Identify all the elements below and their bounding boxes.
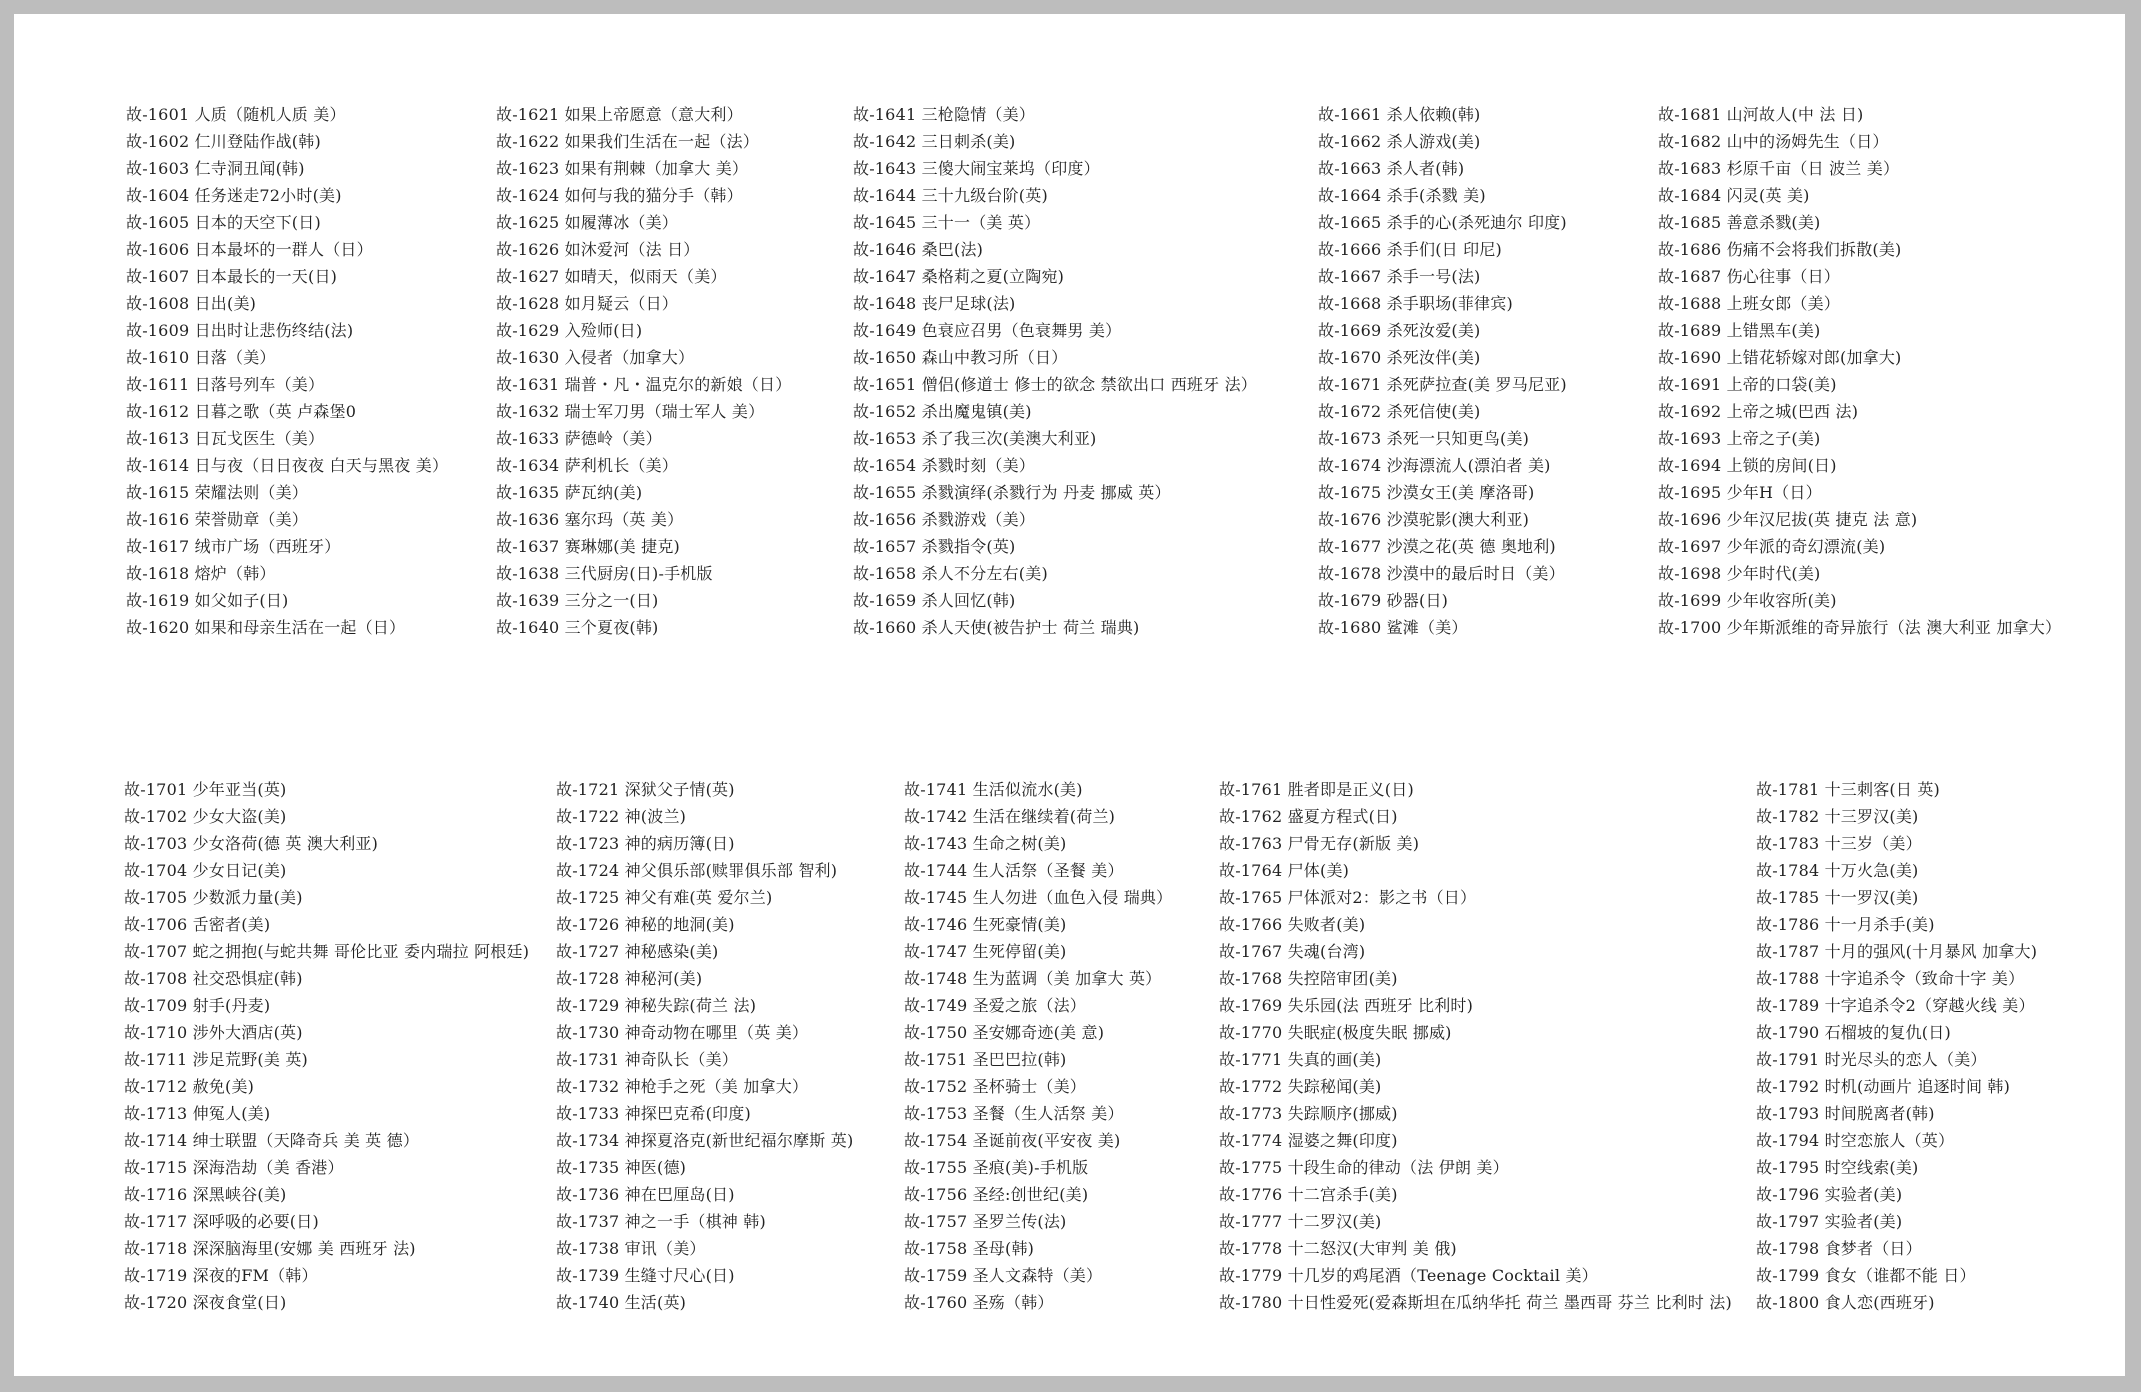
list-item: 故-1735 神医(德) [556, 1158, 687, 1177]
list-item: 故-1708 社交恐惧症(韩) [124, 969, 303, 988]
list-item: 故-1719 深夜的FM（韩） [124, 1266, 318, 1285]
list-column [1318, 101, 1567, 641]
list-item: 故-1706 舌密者(美) [124, 915, 271, 934]
list-item: 故-1724 神父俱乐部(赎罪俱乐部 智利) [556, 861, 838, 880]
list-item: 故-1618 熔炉（韩） [126, 564, 276, 583]
list-item: 故-1652 杀出魔鬼镇(美) [853, 402, 1032, 421]
list-column [1658, 101, 2061, 641]
list-item: 故-1768 失控陪审团(美) [1219, 969, 1398, 988]
list-item: 故-1713 伸冤人(美) [124, 1104, 271, 1123]
list-item: 故-1779 十几岁的鸡尾酒（Teenage Cocktail 美） [1219, 1266, 1598, 1285]
list-item: 故-1692 上帝之城(巴西 法) [1658, 402, 1859, 421]
list-item: 故-1636 塞尔玛（英 美） [496, 510, 684, 529]
list-item: 故-1641 三枪隐情（美） [853, 105, 1036, 124]
list-item: 故-1625 如履薄冰（美） [496, 213, 679, 232]
list-item: 故-1698 少年时代(美) [1658, 564, 1821, 583]
list-item: 故-1721 深狱父子情(英) [556, 780, 735, 799]
list-item: 故-1705 少数派力量(美) [124, 888, 303, 907]
list-item: 故-1677 沙漠之花(英 德 奥地利) [1318, 537, 1556, 556]
list-item: 故-1745 生人勿进（血色入侵 瑞典） [904, 888, 1173, 907]
list-item: 故-1653 杀了我三次(美澳大利亚) [853, 429, 1097, 448]
list-item: 故-1602 仁川登陆作战(韩) [126, 132, 321, 151]
list-item: 故-1606 日本最坏的一群人（日） [126, 240, 373, 259]
list-item: 故-1727 神秘感染(美) [556, 942, 719, 961]
list-item: 故-1797 实验者(美) [1756, 1212, 1903, 1231]
list-item: 故-1667 杀手一号(法) [1318, 267, 1481, 286]
list-item: 故-1770 失眠症(极度失眠 挪威) [1219, 1023, 1452, 1042]
list-item: 故-1672 杀死信使(美) [1318, 402, 1481, 421]
list-item: 故-1712 赦免(美) [124, 1077, 255, 1096]
list-item: 故-1772 失踪秘闻(美) [1219, 1077, 1382, 1096]
list-item: 故-1720 深夜食堂(日) [124, 1293, 287, 1312]
list-item: 故-1661 杀人依赖(韩) [1318, 105, 1481, 124]
list-item: 故-1689 上错黑车(美) [1658, 321, 1821, 340]
list-item: 故-1638 三代厨房(日)-手机版 [496, 564, 713, 583]
list-column [1219, 776, 1732, 1316]
list-item: 故-1714 绅士联盟（天降奇兵 美 英 德） [124, 1131, 420, 1150]
list-item: 故-1701 少年亚当(英) [124, 780, 287, 799]
list-item: 故-1700 少年斯派维的奇异旅行（法 澳大利亚 加拿大） [1658, 618, 2062, 637]
list-item: 故-1744 生人活祭（圣餐 美） [904, 861, 1124, 880]
list-item: 故-1704 少女日记(美) [124, 861, 287, 880]
list-item: 故-1764 尸体(美) [1219, 861, 1350, 880]
list-item: 故-1621 如果上帝愿意（意大利） [496, 105, 743, 124]
list-item: 故-1648 丧尸足球(法) [853, 294, 1016, 313]
list-item: 故-1793 时间脱离者(韩) [1756, 1104, 1935, 1123]
list-item: 故-1732 神枪手之死（美 加拿大） [556, 1077, 809, 1096]
list-item: 故-1773 失踪顺序(挪威) [1219, 1104, 1398, 1123]
list-item: 故-1760 圣殇（韩） [904, 1293, 1054, 1312]
list-item: 故-1671 杀死萨拉查(美 罗马尼亚) [1318, 375, 1567, 394]
list-column [126, 101, 448, 641]
list-item: 故-1763 尸骨无存(新版 美) [1219, 834, 1420, 853]
list-item: 故-1755 圣痕(美)-手机版 [904, 1158, 1089, 1177]
list-item: 故-1741 生活似流水(美) [904, 780, 1083, 799]
list-item: 故-1739 生缝寸尺心(日) [556, 1266, 735, 1285]
list-item: 故-1617 绒市广场（西班牙） [126, 537, 341, 556]
list-item: 故-1746 生死豪情(美) [904, 915, 1067, 934]
list-item: 故-1605 日本的天空下(日) [126, 213, 321, 232]
list-item: 故-1640 三个夏夜(韩) [496, 618, 659, 637]
list-item: 故-1740 生活(英) [556, 1293, 687, 1312]
list-item: 故-1737 神之一手（棋神 韩) [556, 1212, 766, 1231]
list-item: 故-1674 沙海漂流人(漂泊者 美) [1318, 456, 1551, 475]
list-column [904, 776, 1172, 1316]
list-item: 故-1753 圣餐（生人活祭 美） [904, 1104, 1124, 1123]
list-item: 故-1637 赛琳娜(美 捷克) [496, 537, 680, 556]
list-item: 故-1781 十三刺客(日 英) [1756, 780, 1940, 799]
list-item: 故-1742 生活在继续着(荷兰) [904, 807, 1116, 826]
list-item: 故-1778 十二怒汉(大审判 美 俄) [1219, 1239, 1457, 1258]
list-item: 故-1789 十字追杀令2（穿越火线 美） [1756, 996, 2035, 1015]
list-item: 故-1761 胜者即是正义(日) [1219, 780, 1414, 799]
list-item: 故-1646 桑巴(法) [853, 240, 984, 259]
list-item: 故-1759 圣人文森特（美） [904, 1266, 1103, 1285]
list-item: 故-1626 如沐爱河（法 日） [496, 240, 700, 259]
list-item: 故-1610 日落（美） [126, 348, 276, 367]
list-item: 故-1686 伤痛不会将我们拆散(美) [1658, 240, 1902, 259]
list-item: 故-1687 伤心往事（日） [1658, 267, 1841, 286]
list-item: 故-1615 荣耀法则（美） [126, 483, 309, 502]
list-item: 故-1776 十二宫杀手(美) [1219, 1185, 1398, 1204]
list-item: 故-1611 日落号列车（美） [126, 375, 325, 394]
list-item: 故-1639 三分之一(日) [496, 591, 659, 610]
list-item: 故-1669 杀死汝爱(美) [1318, 321, 1481, 340]
list-item: 故-1664 杀手(杀戮 美) [1318, 186, 1486, 205]
list-item: 故-1659 杀人回忆(韩) [853, 591, 1016, 610]
list-item: 故-1765 尸体派对2：影之书（日） [1219, 888, 1477, 907]
list-item: 故-1670 杀死汝伴(美) [1318, 348, 1481, 367]
list-item: 故-1649 色衰应召男（色衰舞男 美） [853, 321, 1122, 340]
list-item: 故-1767 失魂(台湾) [1219, 942, 1366, 961]
list-item: 故-1682 山中的汤姆先生（日） [1658, 132, 1889, 151]
list-item: 故-1786 十一月杀手(美) [1756, 915, 1935, 934]
list-item: 故-1749 圣爱之旅（法） [904, 996, 1087, 1015]
list-item: 故-1632 瑞士军刀男（瑞士军人 美） [496, 402, 765, 421]
list-item: 故-1751 圣巴巴拉(韩) [904, 1050, 1067, 1069]
list-item: 故-1715 深海浩劫（美 香港） [124, 1158, 344, 1177]
list-item: 故-1785 十一罗汉(美) [1756, 888, 1919, 907]
list-item: 故-1620 如果和母亲生活在一起（日） [126, 618, 406, 637]
list-item: 故-1642 三日刺杀(美) [853, 132, 1016, 151]
list-item: 故-1780 十日性爱死(爱森斯坦在瓜纳华托 荷兰 墨西哥 芬兰 比利时 法) [1219, 1293, 1732, 1312]
list-item: 故-1787 十月的强风(十月暴风 加拿大) [1756, 942, 2038, 961]
list-item: 故-1711 涉足荒野(美 英) [124, 1050, 308, 1069]
list-item: 故-1644 三十九级台阶(英) [853, 186, 1048, 205]
list-item: 故-1627 如晴天，似雨天（美） [496, 267, 727, 286]
list-item: 故-1654 杀戮时刻（美） [853, 456, 1036, 475]
list-item: 故-1631 瑞普・凡・温克尔的新娘（日） [496, 375, 792, 394]
list-item: 故-1673 杀死一只知更鸟(美) [1318, 429, 1530, 448]
list-item: 故-1663 杀人者(韩) [1318, 159, 1465, 178]
document-page [14, 14, 2125, 1376]
list-item: 故-1662 杀人游戏(美) [1318, 132, 1481, 151]
list-item: 故-1694 上锁的房间(日) [1658, 456, 1837, 475]
list-column [853, 101, 1257, 641]
list-item: 故-1790 石榴坡的复仇(日) [1756, 1023, 1951, 1042]
list-item: 故-1634 萨利机长（美） [496, 456, 679, 475]
list-item: 故-1733 神探巴克希(印度) [556, 1104, 751, 1123]
list-item: 故-1752 圣杯骑士（美） [904, 1077, 1087, 1096]
list-item: 故-1762 盛夏方程式(日) [1219, 807, 1398, 826]
list-item: 故-1651 僧侣(修道士 修士的欲念 禁欲出口 西班牙 法） [853, 375, 1257, 394]
list-item: 故-1680 鲨滩（美） [1318, 618, 1468, 637]
list-item: 故-1775 十段生命的律动（法 伊朗 美） [1219, 1158, 1509, 1177]
list-item: 故-1769 失乐园(法 西班牙 比利时) [1219, 996, 1474, 1015]
list-item: 故-1679 砂器(日) [1318, 591, 1449, 610]
list-item: 故-1777 十二罗汉(美) [1219, 1212, 1382, 1231]
list-item: 故-1604 任务迷走72小时(美) [126, 186, 342, 205]
list-item: 故-1607 日本最长的一天(日) [126, 267, 338, 286]
list-item: 故-1643 三傻大闹宝莱坞（印度） [853, 159, 1100, 178]
list-item: 故-1792 时机(动画片 追逐时间 韩) [1756, 1077, 2011, 1096]
list-item: 故-1736 神在巴厘岛(日) [556, 1185, 735, 1204]
list-item: 故-1623 如果有荆棘（加拿大 美） [496, 159, 749, 178]
list-item: 故-1681 山河故人(中 法 日) [1658, 105, 1864, 124]
list-item: 故-1728 神秘河(美) [556, 969, 703, 988]
list-column [496, 101, 791, 641]
list-item: 故-1758 圣母(韩) [904, 1239, 1035, 1258]
list-item: 故-1800 食人恋(西班牙) [1756, 1293, 1935, 1312]
list-item: 故-1783 十三岁（美） [1756, 834, 1922, 853]
list-item: 故-1657 杀戮指令(英) [853, 537, 1016, 556]
list-item: 故-1771 失真的画(美) [1219, 1050, 1382, 1069]
list-item: 故-1696 少年汉尼拔(英 捷克 法 意) [1658, 510, 1918, 529]
list-item: 故-1609 日出时让悲伤终结(法) [126, 321, 354, 340]
list-item: 故-1774 湿婆之舞(印度) [1219, 1131, 1398, 1150]
list-item: 故-1683 杉原千亩（日 波兰 美） [1658, 159, 1900, 178]
list-column [124, 776, 529, 1316]
list-item: 故-1782 十三罗汉(美) [1756, 807, 1919, 826]
list-item: 故-1794 时空恋旅人（英） [1756, 1131, 1955, 1150]
list-item: 故-1675 沙漠女王(美 摩洛哥) [1318, 483, 1535, 502]
list-item: 故-1668 杀手职场(菲律宾) [1318, 294, 1513, 313]
list-item: 故-1630 入侵者（加拿大） [496, 348, 695, 367]
list-item: 故-1730 神奇动物在哪里（英 美） [556, 1023, 809, 1042]
list-item: 故-1722 神(波兰) [556, 807, 687, 826]
list-item: 故-1693 上帝之子(美) [1658, 429, 1821, 448]
list-item: 故-1655 杀戮演绎(杀戮行为 丹麦 挪威 英） [853, 483, 1171, 502]
list-item: 故-1707 蛇之拥抱(与蛇共舞 哥伦比亚 委内瑞拉 阿根廷) [124, 942, 530, 961]
list-item: 故-1624 如何与我的猫分手（韩） [496, 186, 743, 205]
list-item: 故-1716 深黑峡谷(美) [124, 1185, 287, 1204]
list-item: 故-1660 杀人天使(被告护士 荷兰 瑞典) [853, 618, 1140, 637]
list-item: 故-1748 生为蓝调（美 加拿大 英） [904, 969, 1162, 988]
list-item: 故-1656 杀戮游戏（美） [853, 510, 1036, 529]
list-item: 故-1747 生死停留(美) [904, 942, 1067, 961]
list-item: 故-1726 神秘的地洞(美) [556, 915, 735, 934]
list-item: 故-1603 仁寺洞丑闻(韩) [126, 159, 305, 178]
list-item: 故-1622 如果我们生活在一起（法） [496, 132, 760, 151]
list-column [556, 776, 853, 1316]
list-item: 故-1743 生命之树(美) [904, 834, 1067, 853]
list-item: 故-1725 神父有难(英 爱尔兰) [556, 888, 773, 907]
list-item: 故-1619 如父如子(日) [126, 591, 289, 610]
list-item: 故-1703 少女洛荷(德 英 澳大利亚) [124, 834, 379, 853]
list-item: 故-1710 涉外大酒店(英) [124, 1023, 303, 1042]
list-item: 故-1614 日与夜（日日夜夜 白天与黑夜 美） [126, 456, 449, 475]
list-item: 故-1788 十字追杀令（致命十字 美） [1756, 969, 2025, 988]
list-item: 故-1685 善意杀戮(美) [1658, 213, 1821, 232]
list-item: 故-1608 日出(美) [126, 294, 257, 313]
list-item: 故-1650 森山中教习所（日） [853, 348, 1068, 367]
list-item: 故-1616 荣誉勋章（美） [126, 510, 309, 529]
list-item: 故-1757 圣罗兰传(法) [904, 1212, 1067, 1231]
list-item: 故-1658 杀人不分左右(美) [853, 564, 1048, 583]
list-item: 故-1695 少年H（日） [1658, 483, 1822, 502]
list-item: 故-1628 如月疑云（日） [496, 294, 679, 313]
list-item: 故-1635 萨瓦纳(美) [496, 483, 643, 502]
list-item: 故-1717 深呼吸的必要(日) [124, 1212, 319, 1231]
list-item: 故-1709 射手(丹麦) [124, 996, 271, 1015]
list-item: 故-1795 时空线索(美) [1756, 1158, 1919, 1177]
list-item: 故-1612 日暮之歌（英 卢森堡0 [126, 402, 357, 421]
list-item: 故-1633 萨德岭（美） [496, 429, 662, 448]
list-item: 故-1796 实验者(美) [1756, 1185, 1903, 1204]
list-item: 故-1688 上班女郎（美） [1658, 294, 1841, 313]
list-item: 故-1678 沙漠中的最后时日（美） [1318, 564, 1565, 583]
list-item: 故-1665 杀手的心(杀死迪尔 印度) [1318, 213, 1567, 232]
list-item: 故-1629 入殓师(日) [496, 321, 643, 340]
list-item: 故-1613 日瓦戈医生（美） [126, 429, 325, 448]
list-item: 故-1702 少女大盗(美) [124, 807, 287, 826]
list-item: 故-1750 圣安娜奇迹(美 意) [904, 1023, 1105, 1042]
list-item: 故-1666 杀手们(日 印尼) [1318, 240, 1502, 259]
list-item: 故-1684 闪灵(英 美) [1658, 186, 1810, 205]
list-column [1756, 776, 2037, 1316]
list-item: 故-1697 少年派的奇幻漂流(美) [1658, 537, 1886, 556]
list-item: 故-1784 十万火急(美) [1756, 861, 1919, 880]
list-item: 故-1647 桑格莉之夏(立陶宛) [853, 267, 1065, 286]
list-item: 故-1676 沙漠驼影(澳大利亚) [1318, 510, 1530, 529]
list-item: 故-1731 神奇队长（美） [556, 1050, 739, 1069]
list-item: 故-1691 上帝的口袋(美) [1658, 375, 1837, 394]
list-item: 故-1734 神探夏洛克(新世纪福尔摩斯 英) [556, 1131, 854, 1150]
list-item: 故-1791 时光尽头的恋人（美） [1756, 1050, 1987, 1069]
list-item: 故-1738 审讯（美） [556, 1239, 706, 1258]
list-item: 故-1645 三十一（美 英） [853, 213, 1041, 232]
list-item: 故-1754 圣诞前夜(平安夜 美) [904, 1131, 1121, 1150]
list-item: 故-1799 食女（谁都不能 日） [1756, 1266, 1976, 1285]
list-item: 故-1699 少年收容所(美) [1658, 591, 1837, 610]
list-item: 故-1601 人质（随机人质 美） [126, 105, 346, 124]
list-item: 故-1718 深深脑海里(安娜 美 西班牙 法) [124, 1239, 416, 1258]
list-item: 故-1723 神的病历簿(日) [556, 834, 735, 853]
list-item: 故-1766 失败者(美) [1219, 915, 1366, 934]
list-item: 故-1690 上错花轿嫁对郎(加拿大) [1658, 348, 1902, 367]
list-item: 故-1756 圣经:创世纪(美) [904, 1185, 1089, 1204]
list-item: 故-1798 食梦者（日） [1756, 1239, 1922, 1258]
list-item: 故-1729 神秘失踪(荷兰 法) [556, 996, 757, 1015]
